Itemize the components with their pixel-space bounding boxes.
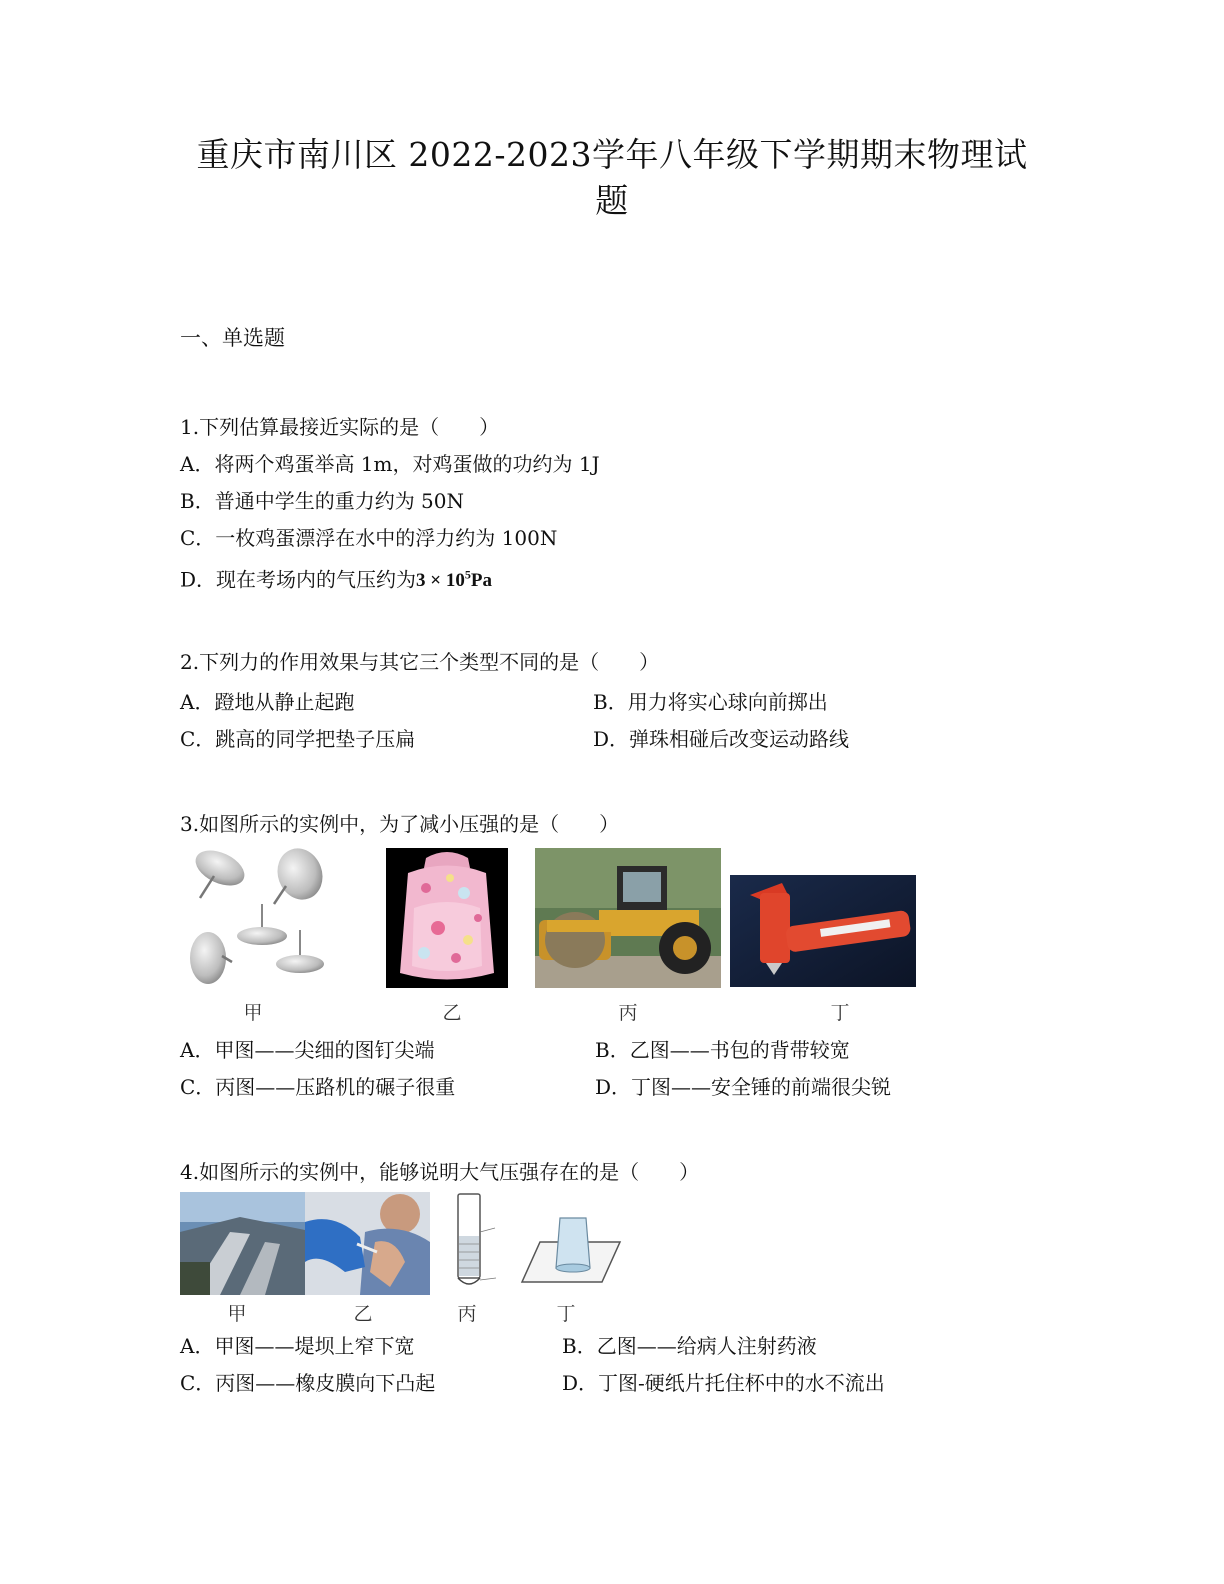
question-3-option-b: B．乙图——书包的背带较宽	[595, 1038, 850, 1062]
question-1-option-a: A．将两个鸡蛋举高 1m，对鸡蛋做的功约为 1J	[180, 452, 600, 476]
section-heading: 一、单选题	[180, 326, 285, 350]
q4-caption-bing: 丙	[457, 1303, 477, 1325]
document-title	[150, 132, 1074, 224]
safety-hammer-image	[730, 875, 916, 987]
question-4-stem: 4.如图所示的实例中，能够说明大气压强存在的是（ ）	[180, 1160, 700, 1184]
question-4	[180, 1154, 699, 1191]
q3-caption-bing: 丙	[618, 1002, 638, 1024]
thumbtacks-image	[182, 846, 342, 991]
dam-image	[180, 1192, 305, 1295]
q3-caption-yi: 乙	[442, 1002, 462, 1024]
question-4-option-c: C．丙图——橡皮膜向下凸起	[180, 1371, 436, 1395]
question-2-option-b: B．用力将实心球向前掷出	[593, 690, 828, 714]
question-4-option-d: D．丁图-硬纸片托住杯中的水不流出	[562, 1371, 885, 1395]
road-roller-image	[535, 848, 721, 988]
question-2-stem: 2.下列力的作用效果与其它三个类型不同的是（ ）	[180, 650, 660, 674]
q4-caption-jia: 甲	[227, 1303, 247, 1325]
pressure-formula: $3 \times 10^5Pa$	[416, 568, 492, 592]
question-4-option-b: B．乙图——给病人注射药液	[562, 1334, 817, 1358]
question-4-option-a: A．甲图——堤坝上窄下宽	[180, 1334, 415, 1358]
question-2	[180, 644, 659, 681]
injection-image	[305, 1192, 430, 1295]
q4-caption-yi: 乙	[353, 1303, 373, 1325]
question-3-stem: 3.如图所示的实例中，为了减小压强的是（ ）	[180, 812, 620, 836]
question-1-option-b: B．普通中学生的重力约为 50N	[180, 489, 465, 513]
question-3	[180, 806, 619, 843]
question-1-stem: 1.下列估算最接近实际的是（ ）	[180, 415, 500, 439]
question-2-option-d: D．弹珠相碰后改变运动路线	[593, 727, 850, 751]
q3-caption-ding: 丁	[830, 1002, 850, 1024]
q3-caption-jia: 甲	[243, 1002, 263, 1024]
question-2-option-c: C．跳高的同学把垫子压扁	[180, 727, 416, 751]
question-3-option-a: A．甲图——尖细的图钉尖端	[180, 1038, 435, 1062]
q4-caption-ding: 丁	[556, 1303, 576, 1325]
question-2-option-a: A．蹬地从静止起跑	[180, 690, 355, 714]
title-line-1: 重庆市南川区 2022-2023学年八年级下学期期末物理试	[196, 135, 1028, 174]
title-line-2: 题	[595, 181, 629, 220]
question-3-option-d: D．丁图——安全锤的前端很尖锐	[595, 1075, 892, 1099]
backpack-image	[386, 848, 508, 988]
question-1-option-d	[180, 557, 600, 594]
question-1	[180, 409, 600, 594]
question-3-option-c: C．丙图——压路机的碾子很重	[180, 1075, 456, 1099]
question-1-option-d-text: D．现在考场内的气压约为	[180, 567, 417, 592]
cup-card-diagram	[520, 1212, 622, 1295]
rubber-membrane-tube-diagram	[440, 1192, 510, 1295]
question-1-option-c: C．一枚鸡蛋漂浮在水中的浮力约为 100N	[180, 526, 558, 550]
